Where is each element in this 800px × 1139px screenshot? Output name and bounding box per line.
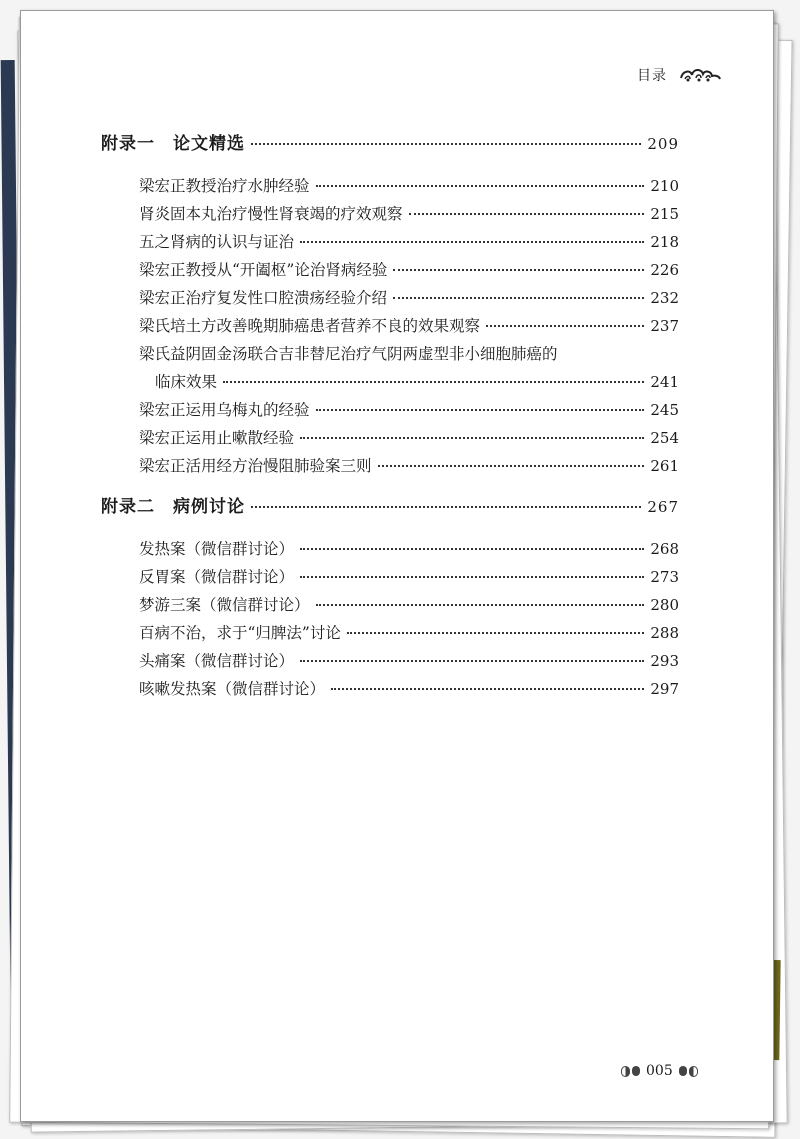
page-number: 268 <box>650 540 679 558</box>
entry-title: 五之肾病的认识与证治 <box>139 233 295 251</box>
entry-title: 梦游三案（微信群讨论） <box>139 596 310 614</box>
entry-title: 梁氏培土方改善晚期肺癌患者营养不良的效果观察 <box>139 317 481 335</box>
dot-leader <box>300 547 644 550</box>
page-number: 267 <box>647 498 679 516</box>
toc-entry[interactable] <box>139 454 679 476</box>
toc-entry[interactable] <box>139 258 679 280</box>
toc-section-heading[interactable] <box>101 129 679 154</box>
dot-leader <box>393 296 644 299</box>
dot-leader <box>251 505 641 508</box>
section-title: 附录一 论文精选 <box>101 134 245 154</box>
page-number: 273 <box>650 568 679 586</box>
page-number: 254 <box>650 429 679 447</box>
toc-entry[interactable] <box>139 537 679 559</box>
left-dots-ornament-icon <box>621 1066 640 1077</box>
page-number: 261 <box>650 457 679 475</box>
section-title: 附录二 病例讨论 <box>101 497 245 517</box>
toc-entry[interactable] <box>139 621 679 643</box>
page-number: 210 <box>650 177 679 195</box>
dot-leader <box>300 575 644 578</box>
toc-entry[interactable] <box>139 230 679 252</box>
dot-leader <box>300 659 644 662</box>
toc-entry[interactable] <box>139 314 679 336</box>
page-number: 209 <box>647 135 679 153</box>
entry-title-continuation: 临床效果 <box>155 373 218 391</box>
dot-leader <box>251 142 641 145</box>
dot-leader <box>347 631 645 634</box>
dot-leader <box>393 268 644 271</box>
dot-leader <box>316 184 645 187</box>
entry-title: 梁氏益阴固金汤联合吉非替尼治疗气阴两虚型非小细胞肺癌的 <box>139 345 558 363</box>
entry-title: 头痛案（微信群讨论） <box>139 652 295 670</box>
page-number: 218 <box>650 233 679 251</box>
toc-entry[interactable] <box>139 342 558 364</box>
toc-entry[interactable] <box>139 649 679 671</box>
entry-title: 肾炎固本丸治疗慢性肾衰竭的疗效观察 <box>139 205 403 223</box>
page-number: 245 <box>650 401 679 419</box>
cloud-ornament-icon <box>679 66 721 84</box>
dot-leader <box>300 436 644 439</box>
folio-number: 005 <box>646 1063 673 1079</box>
dot-leader <box>316 408 645 411</box>
entry-title: 反胃案（微信群讨论） <box>139 568 295 586</box>
toc-entry[interactable] <box>139 202 679 224</box>
entry-title: 发热案（微信群讨论） <box>139 540 295 558</box>
toc-entry[interactable] <box>139 398 679 420</box>
dot-leader <box>331 687 644 690</box>
dot-leader <box>223 380 644 383</box>
running-head <box>637 65 721 85</box>
toc-entry[interactable] <box>139 426 679 448</box>
page-number: 226 <box>650 261 679 279</box>
entry-title: 梁宏正教授治疗水肿经验 <box>139 177 310 195</box>
toc-section-heading[interactable] <box>101 492 679 517</box>
toc-entry[interactable] <box>139 565 679 587</box>
toc-entry[interactable] <box>139 593 679 615</box>
entry-title: 咳嗽发热案（微信群讨论） <box>139 680 326 698</box>
entry-title: 梁宏正运用乌梅丸的经验 <box>139 401 310 419</box>
dot-leader <box>409 212 645 215</box>
entry-title: 梁宏正运用止嗽散经验 <box>139 429 295 447</box>
dot-leader <box>378 464 645 467</box>
page-number: 241 <box>650 373 679 391</box>
dot-leader <box>316 603 645 606</box>
page-number: 293 <box>650 652 679 670</box>
page-number: 288 <box>650 624 679 642</box>
page-footer <box>621 1063 698 1079</box>
book-page <box>20 10 774 1122</box>
dot-leader <box>300 240 644 243</box>
toc-entry-continuation[interactable] <box>155 370 679 392</box>
page-number: 232 <box>650 289 679 307</box>
dot-leader <box>486 324 644 327</box>
toc-entry[interactable] <box>139 174 679 196</box>
toc-entry[interactable] <box>139 286 679 308</box>
toc-entry[interactable] <box>139 677 679 699</box>
page-number: 297 <box>650 680 679 698</box>
entry-title: 百病不治，求于“归脾法”讨论 <box>139 624 341 642</box>
page-number: 215 <box>650 205 679 223</box>
entry-title: 梁宏正治疗复发性口腔溃疡经验介绍 <box>139 289 388 307</box>
entry-title: 梁宏正活用经方治慢阻肺验案三则 <box>139 457 372 475</box>
page-number: 280 <box>650 596 679 614</box>
running-head-text: 目录 <box>637 68 667 84</box>
page-number: 237 <box>650 317 679 335</box>
right-dots-ornament-icon <box>679 1066 698 1077</box>
entry-title: 梁宏正教授从“开阖枢”论治肾病经验 <box>139 261 388 279</box>
